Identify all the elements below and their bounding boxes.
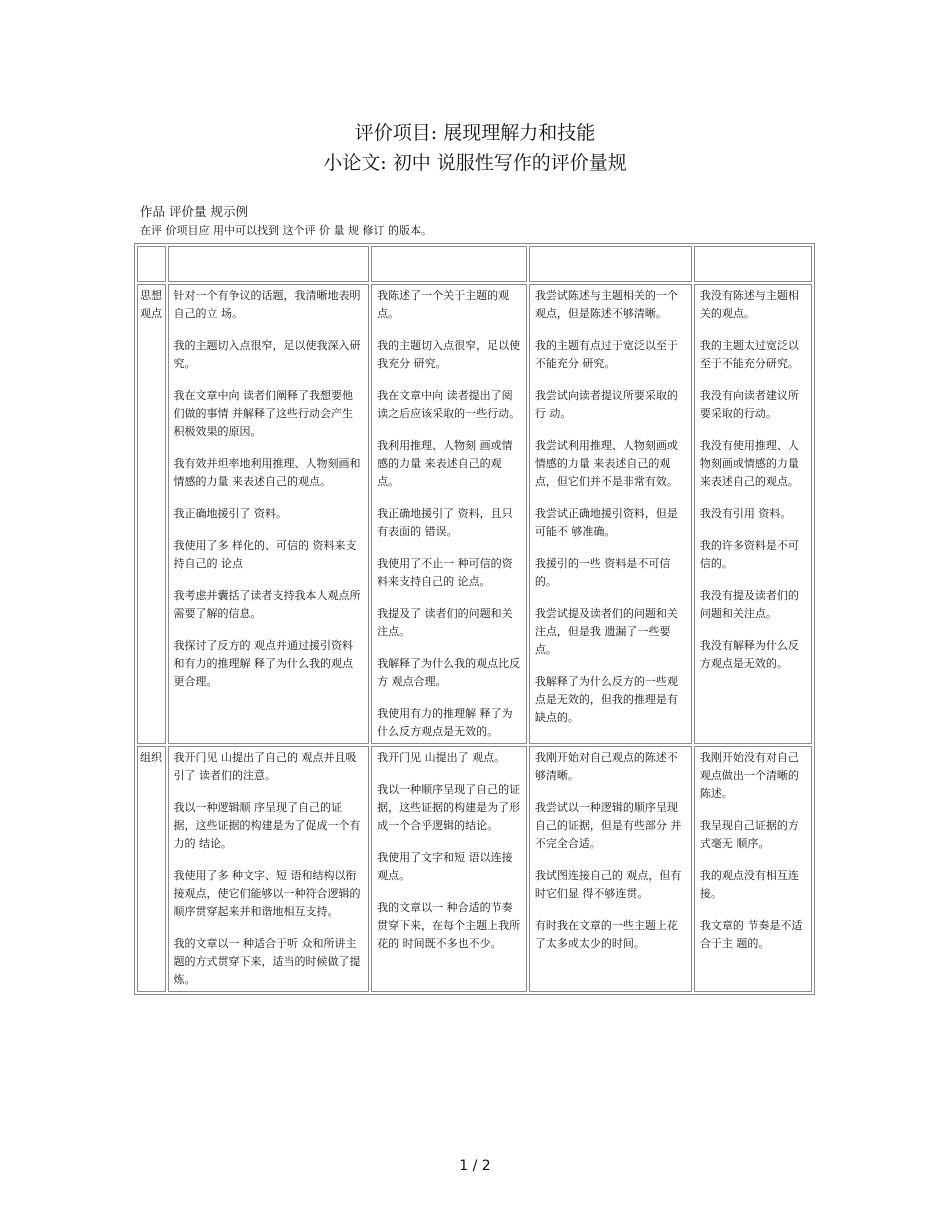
criteria-statement: 我解释了为什么我的观点比反方 观点合理。: [377, 657, 521, 688]
criteria-statement: 我文章的 节奏是不适合于主 题的。: [699, 919, 803, 950]
criteria-statement: 我的主题有点过于宽泛以至于不能充分 研究。: [534, 339, 678, 370]
criteria-statement: 我的主题太过宽泛以至于不能充分研究。: [699, 339, 799, 370]
criteria-statement: 我提及了 读者们的问题和关注点。: [377, 607, 513, 638]
criteria-cell: [371, 746, 527, 992]
criteria-cell: [529, 746, 692, 992]
criteria-statement: 我的文章以一 种合适的节奏贯穿下来，在每个主题上我所花的 时间既不多也不少。: [377, 901, 521, 950]
criteria-statement: 我尝试向读者提议所要采取的行 动。: [534, 389, 678, 420]
criteria-statement: 我没有向读者建议所要采取的行动。: [699, 389, 799, 420]
criteria-statement: 我没有使用推理、人物刻画或情感的力量 来表述自己的观点。: [699, 439, 799, 488]
criteria-statement: 我正确地援引了 资料，且只有表面的 错误。: [377, 507, 513, 538]
criteria-statement: 我开门见 山提出了自己的 观点并且吸引了 读者们的注意。: [173, 751, 357, 782]
criteria-statement: 我使用有力的推理解 释了为什么反方观点是无效的。: [377, 707, 513, 738]
criteria-statement: 我援引的一些 资料是不可信的。: [534, 557, 671, 588]
criteria-statement: 我尝试正确地援引资料，但是可能不 够准确。: [534, 507, 678, 538]
criteria-cell: [168, 284, 370, 744]
criteria-statement: 我的主题切入点很窄，足以使我充分 研究。: [377, 339, 521, 370]
criteria-statement: 我尝试陈述与主题相关的一个观点，但是陈述不够清晰。: [534, 289, 678, 320]
table-row: [137, 284, 812, 744]
criteria-statement: 我刚开始对自己观点的陈述不够清晰。: [534, 751, 678, 782]
criteria-statement: 我没有陈述与主题相关的观点。: [699, 289, 799, 320]
table-row: [137, 746, 812, 992]
category-cell: 组织: [137, 746, 166, 992]
criteria-statement: 我尝试以一种逻辑的顺序呈现自己的证据，但是有些部分 并不完全合适。: [534, 801, 682, 850]
rubric-table: [134, 243, 815, 995]
criteria-statement: 我试图连接自己的 观点，但有时它们显 得不够连贯。: [534, 869, 682, 900]
criteria-statement: 我的许多资料是不可信的。: [699, 539, 799, 570]
criteria-statement: 我使用了多 种文字、短 语和结构以衔接观点，使它们能够以一种符合逻辑的顺序贯穿起来并和谐地相互支持。: [173, 869, 361, 918]
criteria-statement: 我解释了为什么反方的一些观点是无效的，但我的推理是有缺点的。: [534, 675, 678, 724]
criteria-statement: 我没有提及读者们的问题和关注点。: [699, 589, 799, 620]
category-cell: 思想观点: [137, 284, 166, 744]
criteria-statement: 我陈述了一个关于主题的观点。: [377, 289, 510, 320]
criteria-statement: 我以一种逻辑顺 序呈现了自己的证据，这些证据的构建是为了促成一个有力的 结论。: [173, 801, 361, 850]
criteria-statement: 我开门见 山提出了 观点。: [377, 751, 506, 764]
criteria-statement: 我使用了不止一 种可信的资料来支持自己的 论点。: [377, 557, 513, 588]
header-cell: [529, 246, 692, 282]
criteria-statement: 我利用推理、人物刻 画或情感的力量 来表述自己的观点。: [377, 439, 513, 488]
criteria-statement: 我没有解释为什么反方观点是无效的。: [699, 639, 799, 670]
page-title: 评价项目: 展现理解力和技能: [354, 122, 596, 144]
criteria-statement: 我探讨了反方的 观点并通过援引资料和有力的推理解 释了为什么我的观点更合理。: [173, 639, 353, 688]
criteria-statement: 我使用了文字和短 语以连接观点。: [377, 851, 513, 882]
criteria-statement: 我刚开始没有对自己观点做出一个清晰的陈述。: [699, 751, 799, 800]
criteria-statement: 我在文章中向 读者们阐释了我想要他们做的事情 并解释了这些行动会产生积极效果的原因。: [173, 389, 353, 438]
criteria-statement: 我以一种顺序呈现了自己的证据，这些证据的构建是为了形成一个合乎逻辑的结论。: [377, 783, 521, 832]
criteria-statement: 我尝试提及读者们的问题和关注点，但是我 遗漏了一些要点。: [534, 607, 678, 656]
criteria-statement: 我的主题切入点很窄，足以使我深入研究。: [173, 339, 361, 370]
header-cell: [137, 246, 166, 282]
header-cell: [168, 246, 370, 282]
section-heading: 作品 评价量 规示例: [140, 204, 248, 219]
criteria-statement: 我呈现自己证据的方式毫无 顺序。: [699, 819, 799, 850]
criteria-statement: 我有效并坦率地利用推理、人物刻画和情感的力量 来表述自己的观点。: [173, 457, 361, 488]
criteria-statement: 我尝试利用推理、人物刻画或情感的力量 来表述自己的观点，但它们并不是非常有效。: [534, 439, 678, 488]
criteria-statement: 针对一个有争议的话题，我清晰地表明自己的立 场。: [173, 289, 361, 320]
criteria-cell: [529, 284, 692, 744]
criteria-cell: [168, 746, 370, 992]
criteria-cell: [694, 284, 812, 744]
page-subtitle: 小论文: 初中 说服性写作的评价量规: [323, 152, 627, 174]
criteria-statement: 我正确地援引了 资料。: [173, 507, 287, 520]
section-note: 在评 价项目应 用中可以找到 这个评 价 量 规 修订 的版本。: [140, 224, 432, 237]
header-cell: [371, 246, 527, 282]
criteria-statement: 我使用了多 样化的、可信的 资料来支持自己的 论点: [173, 539, 357, 570]
page-number: 1 / 2: [459, 1158, 491, 1174]
criteria-statement: 我的文章以一 种适合于听 众和所讲主题的方式贯穿下来，适当的时候做了提 炼。: [173, 937, 361, 986]
header-cell: [694, 246, 812, 282]
criteria-statement: 我的观点没有相互连接。: [699, 869, 799, 900]
criteria-statement: 我没有引用 资料。: [699, 507, 792, 520]
table-header-row: [137, 246, 812, 282]
criteria-statement: 有时我在文章的一些主题上花了太多或太少的时间。: [534, 919, 678, 950]
criteria-statement: 我在文章中向 读者提出了阅读之后应该采取的一些行动。: [377, 389, 521, 420]
criteria-cell: [694, 746, 812, 992]
criteria-cell: [371, 284, 527, 744]
criteria-statement: 我考虑并囊括了读者支持我本人观点所需要了解的信息。: [173, 589, 361, 620]
